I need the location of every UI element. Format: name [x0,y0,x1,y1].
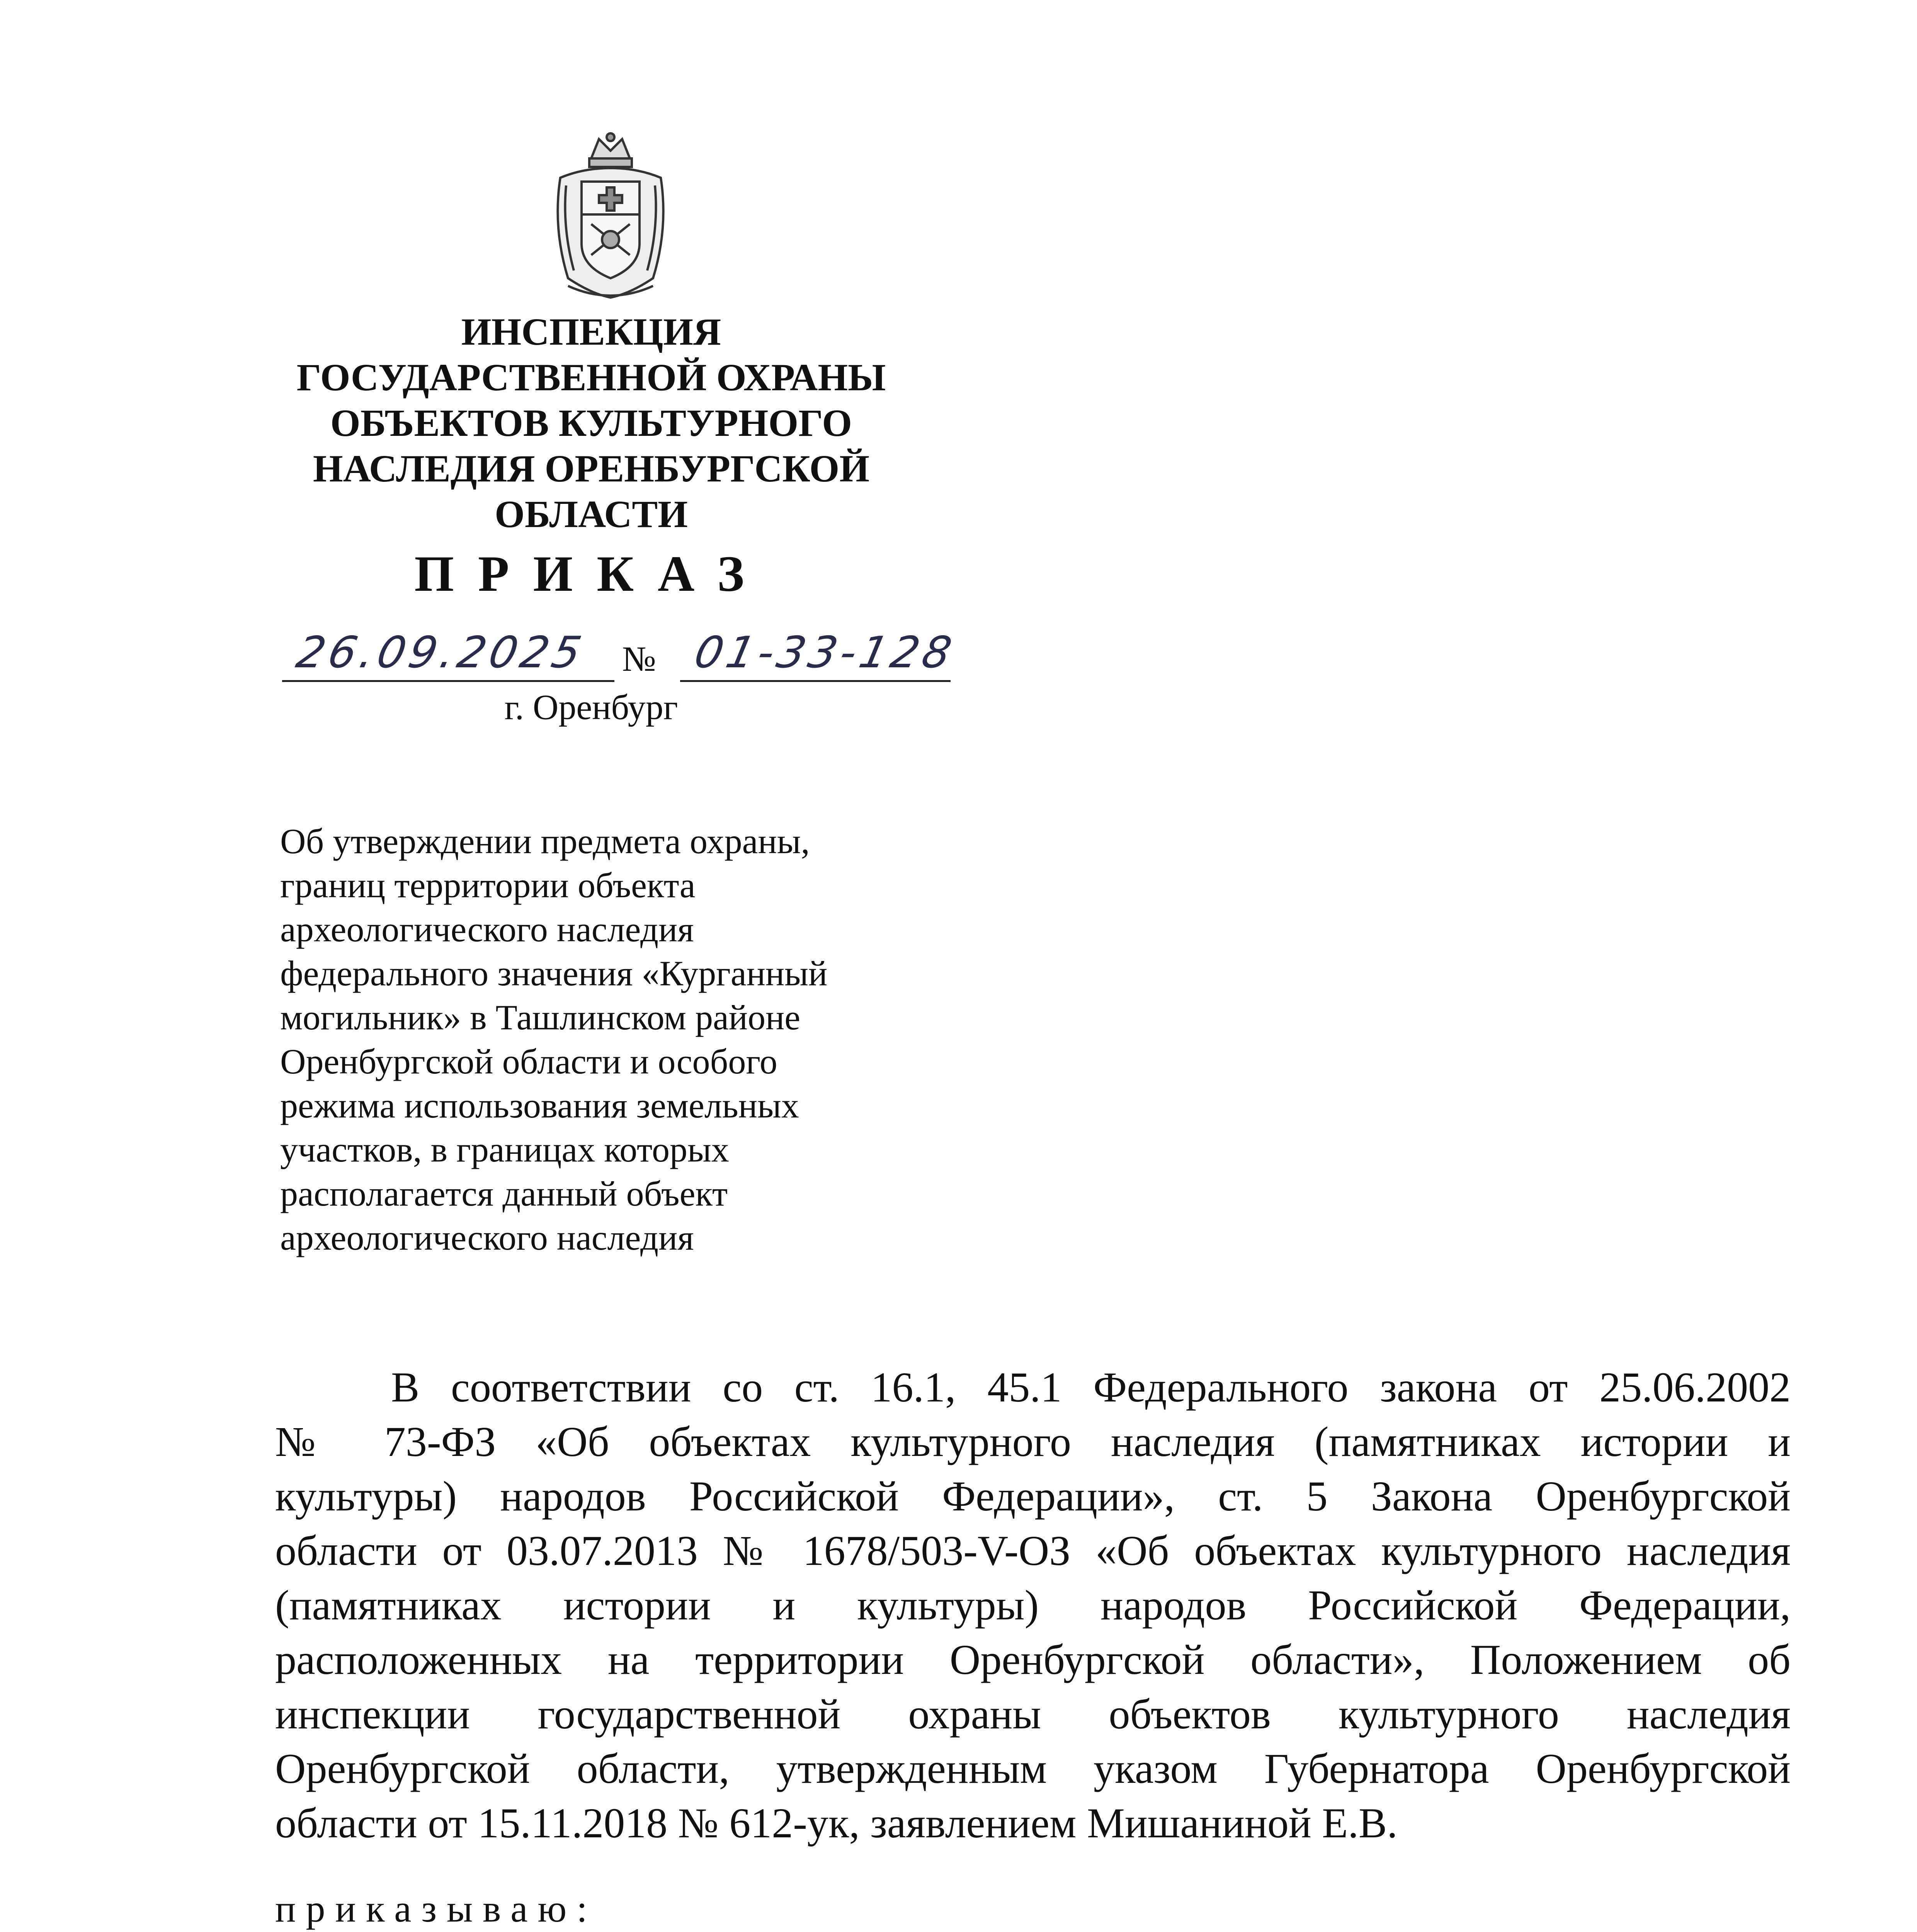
preamble-line: инспекции государственной охраны объектов культурного наследия [275,1690,1791,1738]
org-name-line: ОБЪЕКТОВ КУЛЬТУРНОГО [330,401,852,444]
order-subject [280,819,937,1260]
subject-line: могильник» в Ташлинском районе [280,998,801,1037]
subject-line: археологического наследия [280,1218,694,1257]
coat-of-arms-icon [545,131,676,301]
order-date: 26.09.2025 [292,628,590,678]
preamble-line: области от 03.07.2013 № 1678/503-V-ОЗ «Об объектах культурного наследия [275,1527,1791,1574]
orders-word: приказываю: [275,1887,597,1930]
preamble-line: Оренбургской области, утвержденным указом Губернатора Оренбургской [275,1745,1791,1792]
subject-line: располагается данный объект [280,1174,728,1213]
preamble-line: (памятниках истории и культуры) народов Российской Федерации, [275,1582,1791,1629]
preamble-line: расположенных на территории Оренбургской области», Положением об [275,1636,1791,1683]
subject-line: археологического наследия [280,910,694,949]
preamble-line: культуры) народов Российской Федерации», ст. 5 Закона Оренбургской [275,1473,1791,1520]
date-field [282,630,614,682]
preamble-line: В соответствии со ст. 16.1, 45.1 Федерального закона от 25.06.2002 [391,1364,1791,1411]
preamble-line: № 73-ФЗ «Об объектах культурного наследия (памятниках истории и [275,1418,1791,1465]
subject-line: границ территории объекта [280,866,696,905]
document-type-title: ПРИКАЗ [414,545,768,602]
preamble-paragraph [275,1360,1791,1850]
subject-line: участков, в границах которых [280,1130,729,1169]
org-name-line: НАСЛЕДИЯ ОРЕНБУРГСКОЙ [313,447,870,490]
org-name-line: ГОСУДАРСТВЕННОЙ ОХРАНЫ [296,356,886,399]
subject-line: Об утверждении предмета охраны, [280,821,810,861]
org-name-line: ОБЛАСТИ [495,493,688,536]
preamble-line: области от 15.11.2018 № 612-ук, заявлением Мишаниной Е.В. [275,1799,1398,1847]
number-field [680,628,960,682]
order-number: 01-33-128 [690,628,960,678]
org-name-line: ИНСПЕКЦИЯ [461,310,721,353]
organization-name [247,309,935,537]
number-sign: № [622,639,656,679]
subject-line: федерального значения «Курганный [280,954,828,993]
subject-line: режима использования земельных [280,1086,799,1125]
city-label: г. Оренбург [504,687,678,727]
subject-line: Оренбургской области и особого [280,1042,777,1081]
